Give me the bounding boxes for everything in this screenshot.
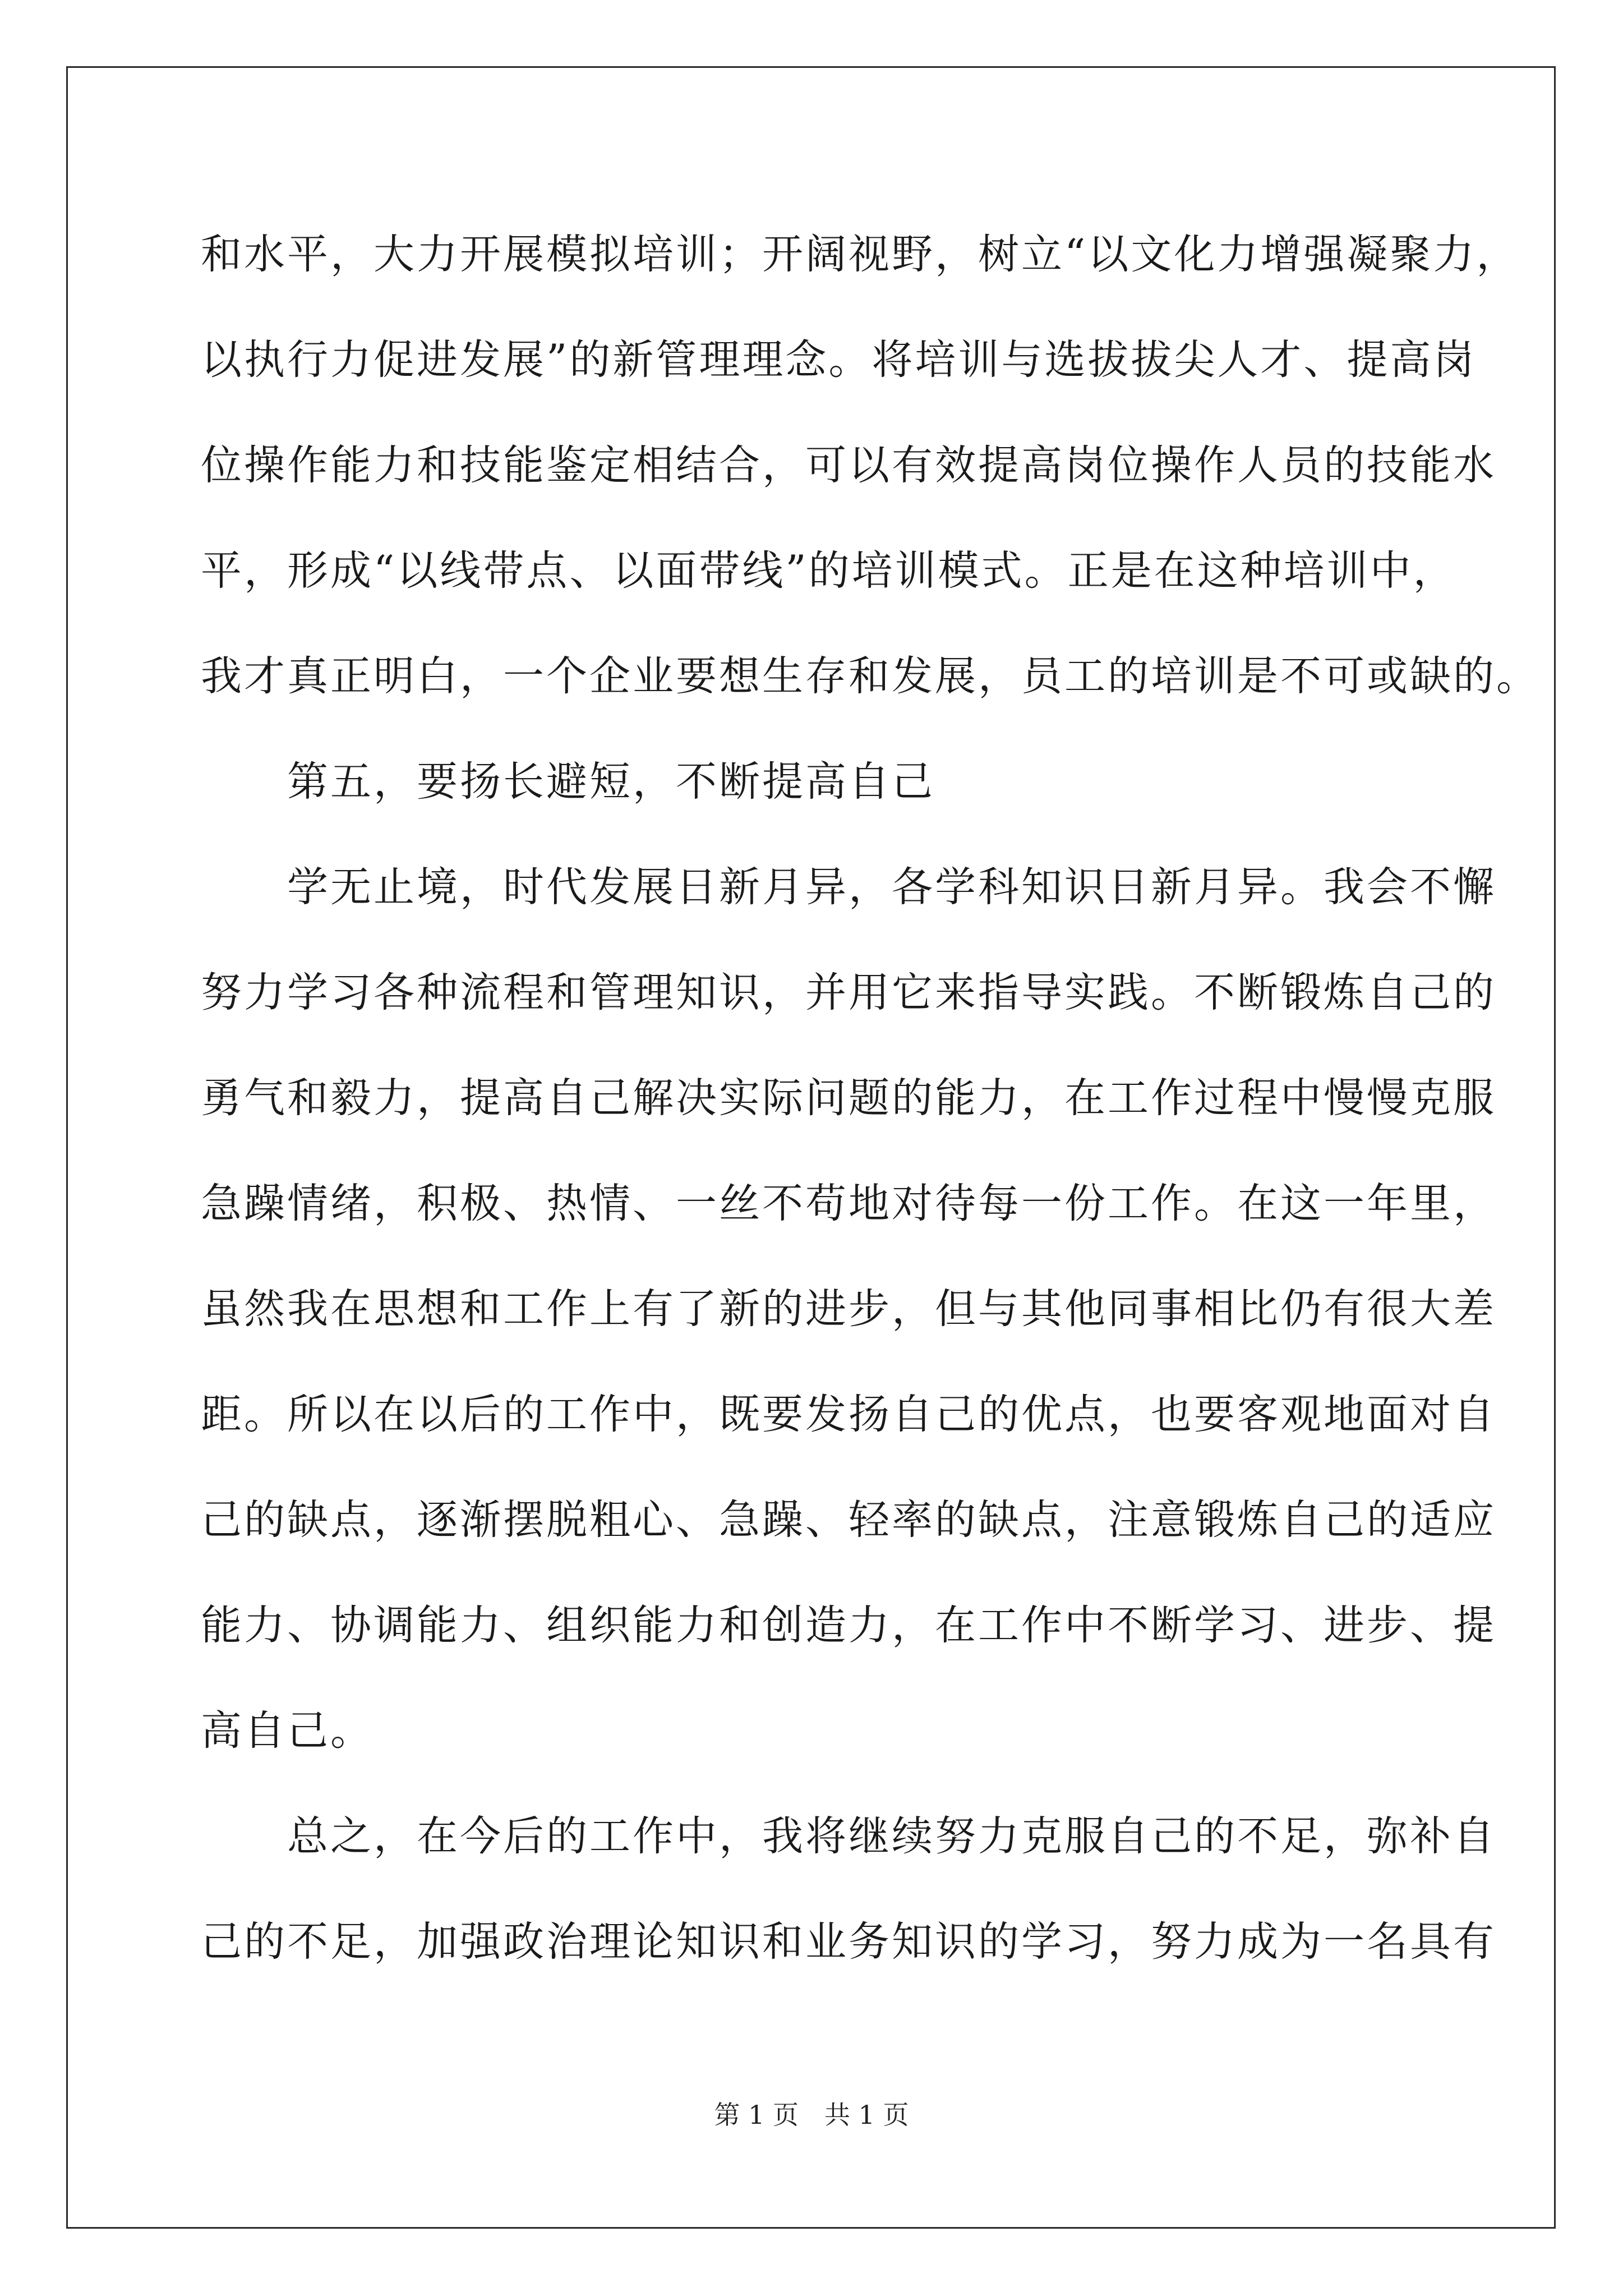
document-body — [201, 202, 1539, 1995]
text-line: 以执行力促进发展”的新管理理念。将培训与选拔拔尖人才、提高岗 — [201, 336, 1477, 384]
text-line: 己的不足，加强政治理论知识和业务知识的学习，努力成为一名具有 — [201, 1918, 1496, 1966]
text-line: 虽然我在思想和工作上有了新的进步，但与其他同事相比仍有很大差 — [201, 1285, 1496, 1333]
text-line: 高自己。 — [201, 1707, 374, 1755]
text-line: 急躁情绪，积极、热情、一丝不苟地对待每一份工作。在这一年里， — [201, 1180, 1496, 1227]
text-line: 努力学习各种流程和管理知识，并用它来指导实践。不断锻炼自己的 — [201, 969, 1496, 1016]
text-line: 我才真正明白，一个企业要想生存和发展，员工的培训是不可或缺的。 — [201, 652, 1539, 700]
text-line: 勇气和毅力，提高自己解决实际问题的能力，在工作过程中慢慢克服 — [201, 1074, 1496, 1122]
text-line: 距。所以在以后的工作中，既要发扬自己的优点，也要客观地面对自 — [201, 1391, 1496, 1438]
text-line: 能力、协调能力、组织能力和创造力，在工作中不断学习、进步、提 — [201, 1602, 1496, 1649]
text-line: 位操作能力和技能鉴定相结合，可以有效提高岗位操作人员的技能水 — [201, 441, 1496, 489]
text-line: 学无止境，时代发展日新月异，各学科知识日新月异。我会不懈 — [201, 863, 1496, 911]
text-line: 己的缺点，逐渐摆脱粗心、急躁、轻率的缺点，注意锻炼自己的适应 — [201, 1496, 1496, 1544]
section-heading: 第五，要扬长避短，不断提高自己 — [201, 758, 935, 806]
page-number-footer: 第 1 页 共 1 页 — [714, 2100, 909, 2130]
text-line: 和水平，大力开展模拟培训；开阔视野，树立“以文化力增强凝聚力， — [201, 231, 1520, 278]
text-line: 平，形成“以线带点、以面带线”的培训模式。正是在这种培训中， — [201, 547, 1456, 595]
text-line: 总之，在今后的工作中，我将继续努力克服自己的不足，弥补自 — [201, 1812, 1496, 1860]
